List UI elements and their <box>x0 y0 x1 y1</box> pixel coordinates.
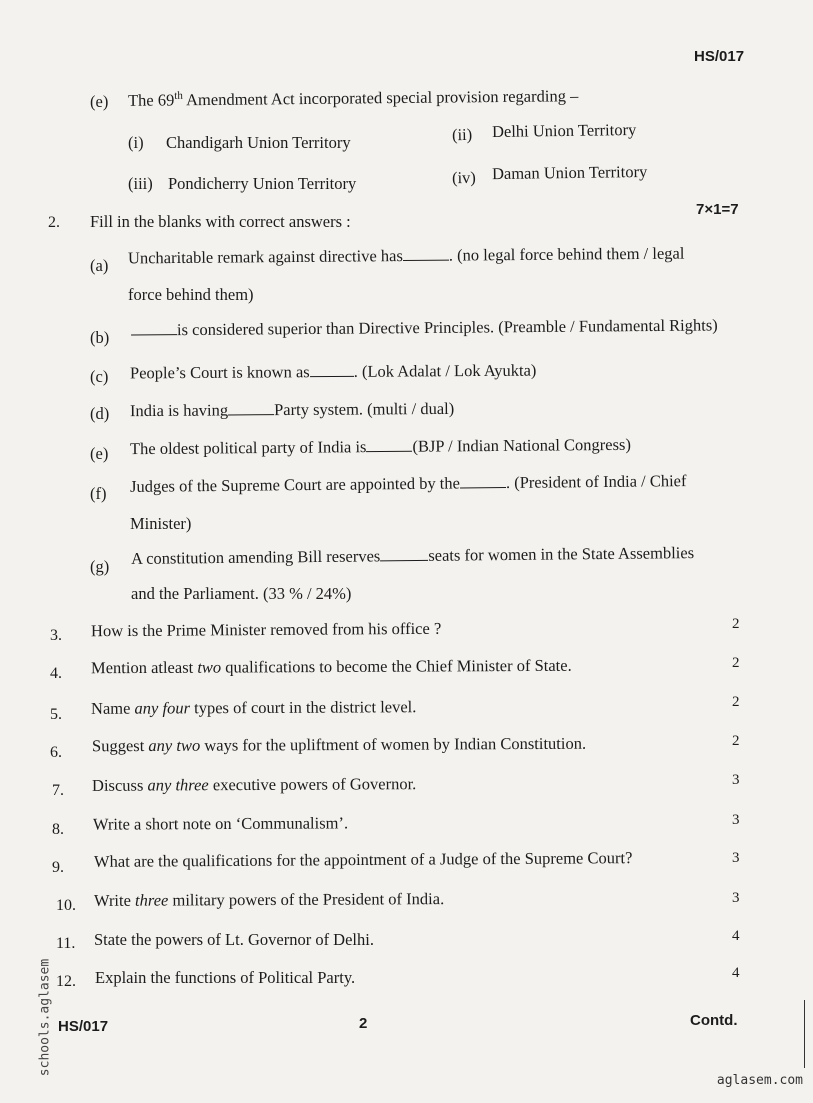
question-marks: 2 <box>732 616 740 632</box>
edge-line <box>804 1000 806 1068</box>
question-number: 10. <box>56 897 76 914</box>
q2-item-label: (g) <box>90 557 110 576</box>
q2-item-text: India is having <box>129 400 229 421</box>
question-text: How is the Prime Minister removed from his office ? <box>90 618 442 641</box>
question-text: Write a short note on ‘Communalism’. <box>92 813 349 834</box>
q1e-option-label: (ii) <box>451 124 473 145</box>
q2-marks: 7×1=7 <box>696 201 739 218</box>
question-number: 3. <box>50 627 62 644</box>
q1e-option-text: Delhi Union Territory <box>491 119 637 142</box>
question-number: 6. <box>50 744 62 761</box>
answer-blank[interactable] <box>366 450 412 452</box>
q2-item-a <box>128 244 685 269</box>
q1e-option-text: Daman Union Territory <box>491 161 648 184</box>
q2-item-label: (c) <box>90 367 109 386</box>
q2-item-text: (BJP / Indian National Congress) <box>412 434 631 456</box>
question-text: Suggest any two ways for the upliftment of women by Indian Constitution. <box>91 733 587 756</box>
answer-blank[interactable] <box>131 333 177 335</box>
q2-item-b <box>131 315 718 340</box>
watermark-left: schools.aglasem <box>37 958 53 1077</box>
paper-code-footer: HS/017 <box>58 1018 109 1035</box>
q1e-option-text: Chandigarh Union Territory <box>166 133 351 152</box>
q2-item-text: is considered superior than Directive Principles. (Preamble / Fundamental Rights) <box>176 315 718 340</box>
q1e-text: The 69th Amendment Act incorporated special provision regarding – <box>127 86 579 110</box>
q2-item-d <box>130 399 454 421</box>
q2-item-label: (a) <box>90 256 109 275</box>
question-marks: 3 <box>732 812 740 828</box>
question-text: What are the qualifications for the appointment of a Judge of the Supreme Court? <box>93 848 633 871</box>
question-marks: 2 <box>732 655 740 671</box>
question-text: Name any four types of court in the district level. <box>90 697 417 718</box>
q2-item-continuation: Minister) <box>130 514 192 533</box>
answer-blank[interactable] <box>228 413 274 415</box>
question-marks: 3 <box>732 850 740 866</box>
q2-item-label: (b) <box>90 328 110 347</box>
q2-item-f <box>130 471 687 497</box>
question-number: 5. <box>50 706 62 723</box>
question-marks: 2 <box>732 694 740 710</box>
question-number: 7. <box>52 782 64 799</box>
question-text: Mention atleast two qualifications to become the Chief Minister of State. <box>90 655 572 678</box>
q2-item-text: seats for women in the State Assemblies <box>428 543 695 565</box>
question-marks: 2 <box>732 733 740 749</box>
question-text: Explain the functions of Political Party. <box>95 968 356 987</box>
question-number: 4. <box>50 665 62 682</box>
q2-number: 2. <box>48 214 60 231</box>
q1e-option-label: (i) <box>128 133 144 152</box>
q1e-label: (e) <box>90 92 109 111</box>
q2-item-text: . (no legal force behind them / legal <box>448 243 685 265</box>
question-number: 12. <box>56 973 76 990</box>
page-number: 2 <box>359 1015 368 1032</box>
q2-item-text: Party system. (multi / dual) <box>274 398 455 420</box>
question-number: 11. <box>56 935 76 952</box>
question-text: Discuss any three executive powers of Governor. <box>91 774 417 795</box>
question-marks: 4 <box>732 965 740 981</box>
question-marks: 3 <box>732 890 740 906</box>
watermark-right: aglasem.com <box>716 1073 803 1088</box>
q2-item-c <box>130 361 537 384</box>
q1e-option-text: Pondicherry Union Territory <box>168 174 357 193</box>
q2-item-text: Uncharitable remark against directive has <box>127 246 403 268</box>
q2-item-g <box>131 543 694 569</box>
q2-item-text: The oldest political party of India is <box>129 437 367 459</box>
answer-blank[interactable] <box>403 259 449 261</box>
question-number: 8. <box>52 821 64 838</box>
question-number: 9. <box>52 859 64 876</box>
q2-item-text: . (Lok Adalat / Lok Ayukta) <box>353 360 537 381</box>
question-marks: 4 <box>732 928 740 944</box>
q2-text: Fill in the blanks with correct answers : <box>90 212 351 231</box>
q2-item-continuation: and the Parliament. (33 % / 24%) <box>131 584 352 603</box>
question-text: State the powers of Lt. Governor of Delhi. <box>94 930 374 949</box>
q2-item-text: A constitution amending Bill reserves <box>130 546 381 568</box>
q1e-option-label: (iii) <box>128 174 153 193</box>
question-marks: 3 <box>732 772 740 788</box>
answer-blank[interactable] <box>380 559 428 562</box>
q2-item-label: (e) <box>90 444 109 463</box>
q2-item-text: Judges of the Supreme Court are appointed by the <box>129 473 461 496</box>
answer-blank[interactable] <box>310 375 354 377</box>
q2-item-continuation: force behind them) <box>128 285 254 304</box>
continued-label: Contd. <box>690 1012 738 1029</box>
q1e-option-label: (iv) <box>451 167 476 188</box>
q2-item-label: (f) <box>90 484 107 503</box>
answer-blank[interactable] <box>460 486 506 488</box>
question-text: Write three military powers of the President of India. <box>93 889 445 910</box>
q2-item-text: People’s Court is known as <box>129 362 310 383</box>
q2-item-text: . (President of India / Chief <box>505 471 687 492</box>
paper-code-header: HS/017 <box>694 48 745 65</box>
q2-item-e <box>130 435 631 459</box>
q2-item-label: (d) <box>90 404 110 423</box>
